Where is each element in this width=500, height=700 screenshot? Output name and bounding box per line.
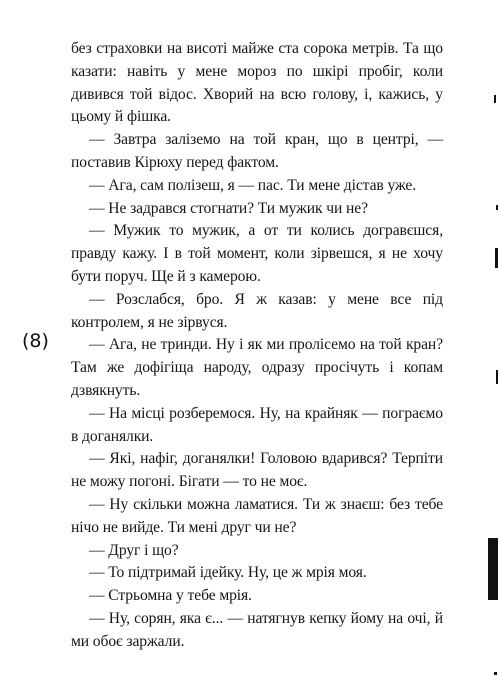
page-text	[71, 38, 443, 654]
page-edge-mark	[488, 538, 498, 600]
paragraph-7: — Ага, не тринди. Ну і як ми пролісемо на той кран? Там же дофігіща народу, одразу просічуть і копам дзвякнуть.	[71, 336, 443, 399]
paragraph-1: без страховки на висоті майже ста сорока метрів. Та що казати: навіть у мене мороз по шкірі пробіг, коли дивився той відос. Хворий на всю голову, і, кажись, у цьому й фішка.	[71, 40, 443, 126]
paragraph-3: — Ага, сам полізеш, я — пас. Ти мене дістав уже.	[89, 176, 417, 194]
paragraph-11: — Друг і що?	[89, 541, 179, 559]
margin-annotation: (8)	[22, 330, 49, 352]
paragraph-5: — Мужик то мужик, а от ти колись догравєшся, правду кажу. І в той момент, коли зірвешся, я не хочу бути поруч. Ще й з камерою.	[71, 222, 443, 285]
page-edge-mark	[496, 205, 498, 210]
paragraph-9: — Які, нафіг, доганялки! Головою вдарився? Терпіти не можу погоні. Бігати — то не моє.	[71, 450, 443, 491]
paragraph-13: — Стрьомна у тебе мрія.	[89, 587, 252, 605]
paragraph-2: — Завтра заліземо на той кран, що в центрі, — поставив Кірюху перед фактом.	[71, 131, 443, 171]
paragraph-8: — На місці розберемося. Ну, на крайняк — пограємо в доганялки.	[71, 404, 443, 445]
page-edge-mark	[494, 672, 497, 675]
paragraph-14: — Ну, сорян, яка є... — натягнув кепку йому на очі, й ми обоє заржали.	[71, 609, 443, 650]
paragraph-12: — То підтримай ідейку. Ну, це ж мрія моя.	[89, 564, 367, 582]
page-edge-mark	[496, 370, 498, 384]
paragraph-6: — Розслабся, бро. Я ж казав: у мене все під контролем, я не зірвуся.	[71, 290, 443, 331]
page-edge-mark	[494, 95, 496, 103]
paragraph-4: — Не задрався стогнати? Ти мужик чи не?	[89, 199, 368, 217]
page-edge-mark	[495, 248, 498, 268]
paragraph-10: — Ну скільки можна ламатися. Ти ж знаєш: без тебе нічо не вийде. Ти мені друг чи не?	[71, 495, 443, 536]
